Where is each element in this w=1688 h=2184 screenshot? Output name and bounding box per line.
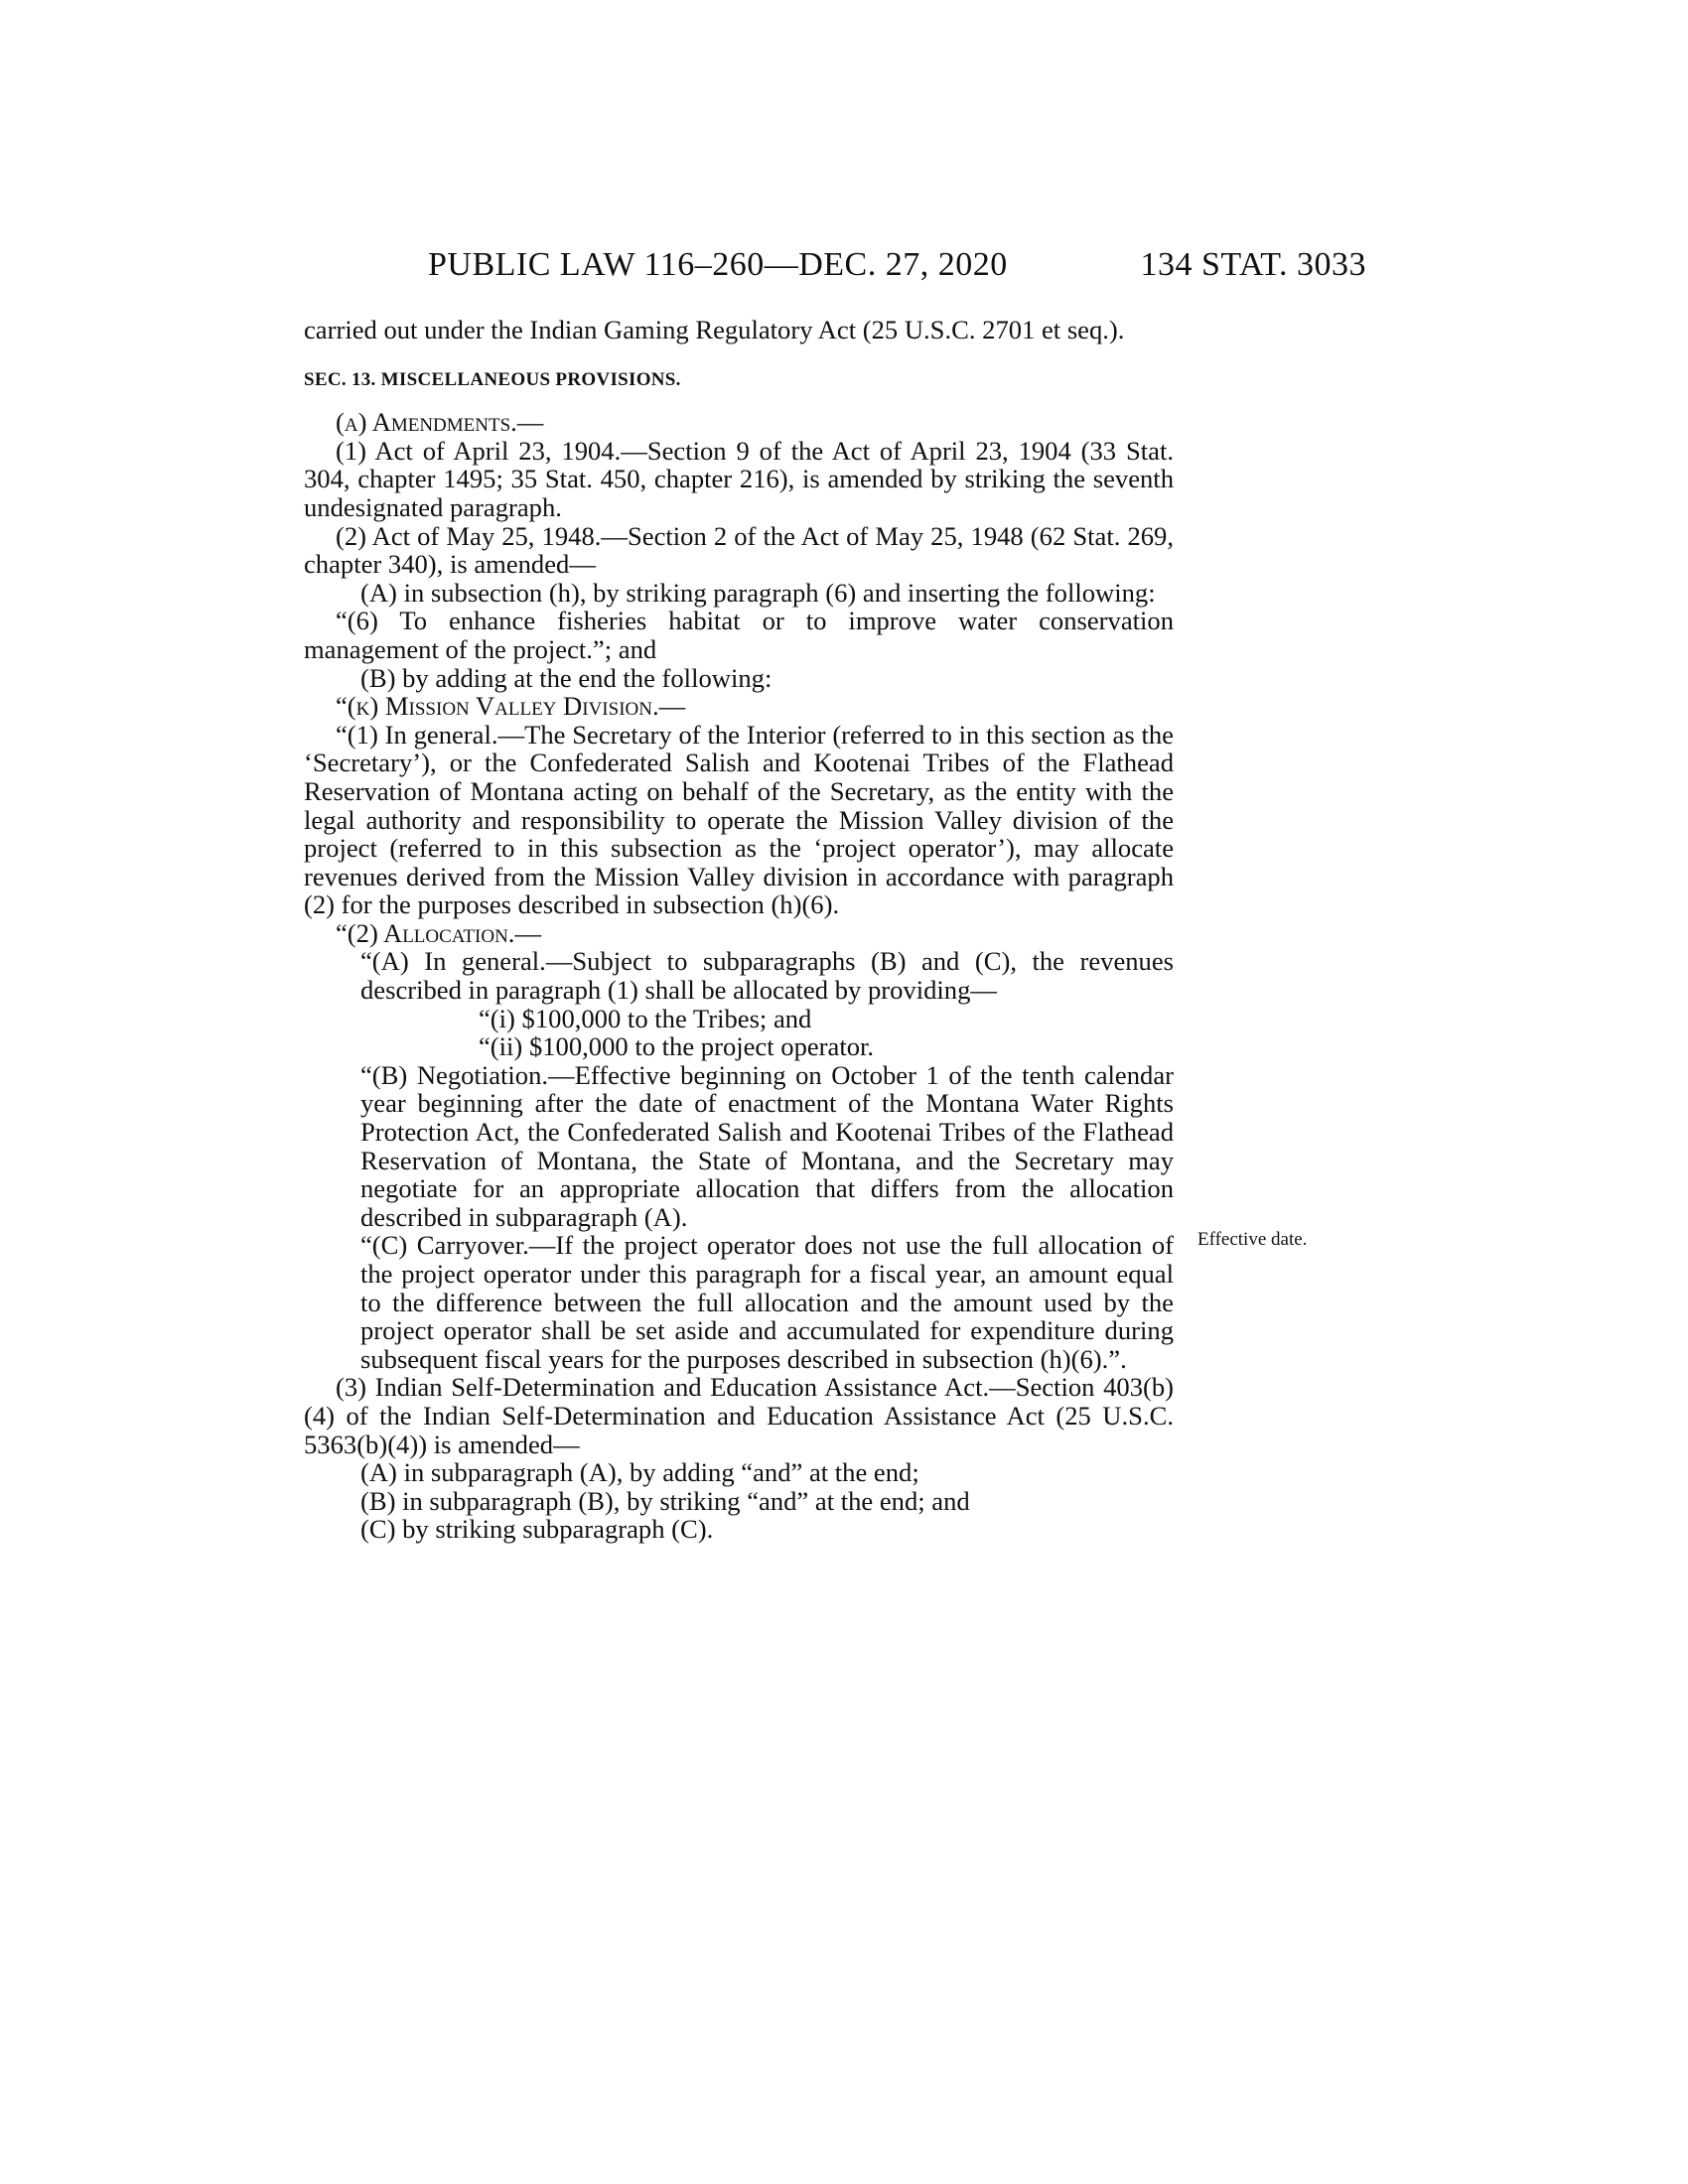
page-header bbox=[298, 246, 1366, 286]
paragraph-1: (1) Act of April 23, 1904.—Section 9 of the Act of April 23, 1904 (33 Stat. 304, chapter 1495; 35 Stat. 450, chapter 216), is amended by striking the seventh undesignated paragraph. bbox=[304, 435, 1174, 522]
paragraph-2-A: (A) in subsection (h), by striking paragraph (6) and inserting the following: bbox=[360, 577, 1156, 608]
k-2-A: “(A) In general.—Subject to subparagraphs (B) and (C), the revenues described in paragraph (1) shall be allocated by providing— bbox=[360, 946, 1174, 1006]
paragraph-3-A: (A) in subparagraph (A), by adding “and” at the end; bbox=[360, 1457, 919, 1488]
paragraph-2-B: (B) by adding at the end the following: bbox=[360, 662, 773, 693]
law-title: PUBLIC LAW 116–260—DEC. 27, 2020 bbox=[428, 246, 1008, 283]
carryover-paragraph: carried out under the Indian Gaming Regulatory Act (25 U.S.C. 2701 et seq.). bbox=[304, 315, 1125, 344]
paragraph-3-B: (B) in subparagraph (B), by striking “and” at the end; and bbox=[360, 1485, 970, 1516]
k-2-C: “(C) Carryover.—If the project operator does not use the full allocation of the project operator under this paragraph for a fiscal year, an amount equal to the difference between the full allocation and the amount used by the project operator shall be set aside and accumulated for expenditure during subsequent fiscal years for the purposes described in subsection (h)(6).”. bbox=[360, 1230, 1174, 1374]
k-2-B: “(B) Negotiation.—Effective beginning on October 1 of the tenth calendar year beginning after the date of enactment of the Montana Water Rights Protection Act, the Confederated Salish and Kootenai Tribes of the Flathead Reservation of Montana, the State of Montana, and the Secretary may negotiate for an appropriate allocation that differs from the allocation described in subparagraph (A). bbox=[360, 1059, 1174, 1232]
k-2-A-i: “(i) $100,000 to the Tribes; and bbox=[479, 1003, 812, 1033]
subsection-a-heading: (a) Amendments.— bbox=[336, 407, 544, 438]
law-body bbox=[304, 316, 1174, 1544]
k-paragraph-2-heading: “(2) Allocation.— bbox=[336, 917, 542, 948]
subsection-k-heading: “(k) Mission Valley Division.— bbox=[336, 691, 686, 722]
statute-page-number: 134 STAT. 3033 bbox=[1140, 246, 1366, 283]
paragraph-3-C: (C) by striking subparagraph (C). bbox=[360, 1514, 714, 1545]
k-paragraph-1: “(1) In general.—The Secretary of the Interior (referred to in this section as the ‘Secretary’), or the Confederated Salish and Kootenai Tribes of the Flathead Reservation of Montana acting on behalf of the Secretary, as the entity with the legal authority and responsibility to operate the Mission Valley division of the project (referred to in this subsection as the ‘project operator’), may allocate revenues derived from the Mission Valley division in accordance with paragraph (2) for the purposes described in subsection (h)(6). bbox=[304, 719, 1174, 920]
paragraph-3: (3) Indian Self-Determination and Education Assistance Act.—Section 403(b)(4) of the Indian Self-Determination and Education Assistance Act (25 U.S.C. 5363(b)(4)) is amended— bbox=[304, 1372, 1174, 1459]
inserted-paragraph-6: “(6) To enhance fisheries habitat or to improve water conservation management of the project.”; and bbox=[304, 606, 1174, 664]
k-2-A-ii: “(ii) $100,000 to the project operator. bbox=[479, 1031, 875, 1062]
section-heading: SEC. 13. MISCELLANEOUS PROVISIONS. bbox=[304, 368, 681, 390]
margin-note-effective-date: Effective date. bbox=[1197, 1229, 1308, 1250]
paragraph-2: (2) Act of May 25, 1948.—Section 2 of the Act of May 25, 1948 (62 Stat. 269, chapter 340), is amended— bbox=[304, 520, 1174, 580]
